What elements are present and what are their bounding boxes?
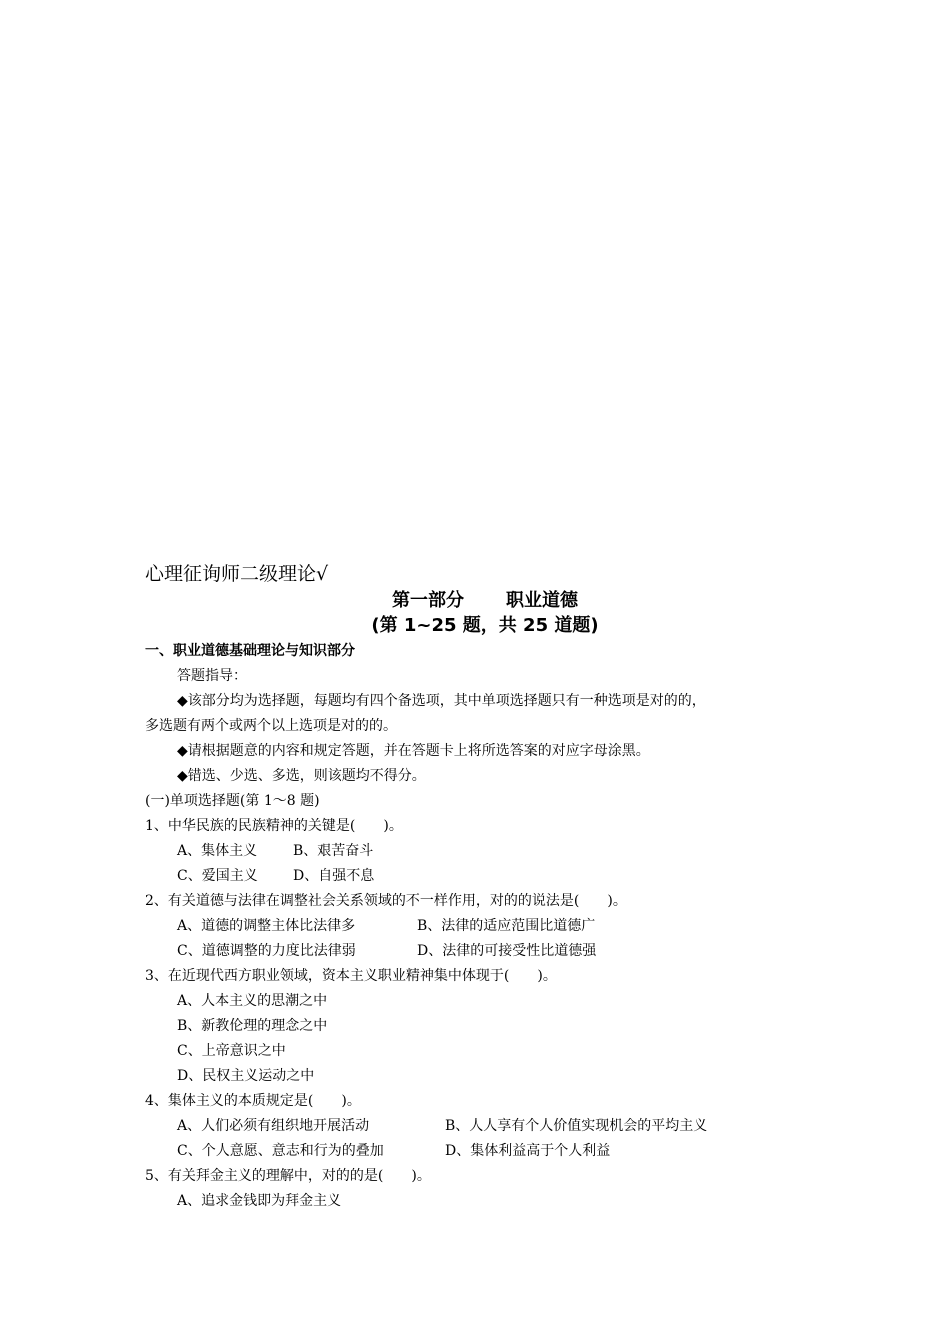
option: D、自强不息 xyxy=(293,868,375,884)
guide-item-1a: ◆该部分均为选择题，每题均有四个备选项，其中单项选择题只有一种选项是对的的， xyxy=(177,693,706,709)
part-title xyxy=(145,588,825,613)
guide-label: 答题指导： xyxy=(177,668,247,684)
option-row xyxy=(145,939,825,964)
document-title: 心理征询师二级理论√ xyxy=(145,563,329,585)
option: A、道德的调整主体比法律多 xyxy=(177,918,356,934)
section-heading: 一、职业道德基础理论与知识部分 xyxy=(145,643,355,659)
option-row xyxy=(145,989,825,1014)
option: A、人本主义的思潮之中 xyxy=(177,993,328,1009)
option-row xyxy=(145,1064,825,1089)
option: B、艰苦奋斗 xyxy=(293,843,374,859)
question-stem: 4、集体主义的本质规定是( )。 xyxy=(145,1093,361,1109)
option-row xyxy=(145,914,825,939)
guide-item-3: ◆错选、少选、多选，则该题均不得分。 xyxy=(177,768,426,784)
option: A、追求金钱即为拜金主义 xyxy=(177,1193,342,1209)
option: C、上帝意识之中 xyxy=(177,1043,286,1059)
question-stem: 2、有关道德与法律在调整社会关系领域的不一样作用，对的的说法是( )。 xyxy=(145,893,627,909)
option: C、道德调整的力度比法律弱 xyxy=(177,943,356,959)
option: C、个人意愿、意志和行为的叠加 xyxy=(177,1143,384,1159)
answer-guide xyxy=(145,664,825,789)
option: D、法律的可接受性比道德强 xyxy=(417,943,597,959)
option-row xyxy=(145,1014,825,1039)
option: D、集体利益高于个人利益 xyxy=(445,1143,611,1159)
part-number: 第一部分 xyxy=(392,590,464,611)
option-row xyxy=(145,1139,825,1164)
option: B、人人享有个人价值实现机会的平均主义 xyxy=(445,1118,708,1134)
option: A、人们必须有组织地开展活动 xyxy=(177,1118,370,1134)
option: A、集体主义 xyxy=(177,843,258,859)
option-row xyxy=(145,839,825,864)
part-subtitle: (第 1~25 题，共 25 道题) xyxy=(371,615,599,636)
option: B、新教伦理的理念之中 xyxy=(177,1018,328,1034)
option: C、爱国主义 xyxy=(177,868,258,884)
guide-item-1b: 多选题有两个或两个以上选项是对的的。 xyxy=(145,718,397,734)
subsection-heading: (一)单项选择题(第 1～8 题) xyxy=(145,793,320,809)
option: D、民权主义运动之中 xyxy=(177,1068,315,1084)
option: B、法律的适应范围比道德广 xyxy=(417,918,596,934)
option-row xyxy=(145,1114,825,1139)
question-stem: 3、在近现代西方职业领域，资本主义职业精神集中体现于( )。 xyxy=(145,968,557,984)
question-list xyxy=(145,789,825,1214)
guide-item-2: ◆请根据题意的内容和规定答题，并在答题卡上将所选答案的对应字母涂黑。 xyxy=(177,743,650,759)
option-row xyxy=(145,1039,825,1064)
option-row xyxy=(145,864,825,889)
document-content xyxy=(145,560,825,1214)
question-stem: 1、中华民族的民族精神的关键是( )。 xyxy=(145,818,403,834)
part-name: 职业道德 xyxy=(506,590,578,611)
option-row xyxy=(145,1189,825,1214)
question-stem: 5、有关拜金主义的理解中，对的的是( )。 xyxy=(145,1168,431,1184)
